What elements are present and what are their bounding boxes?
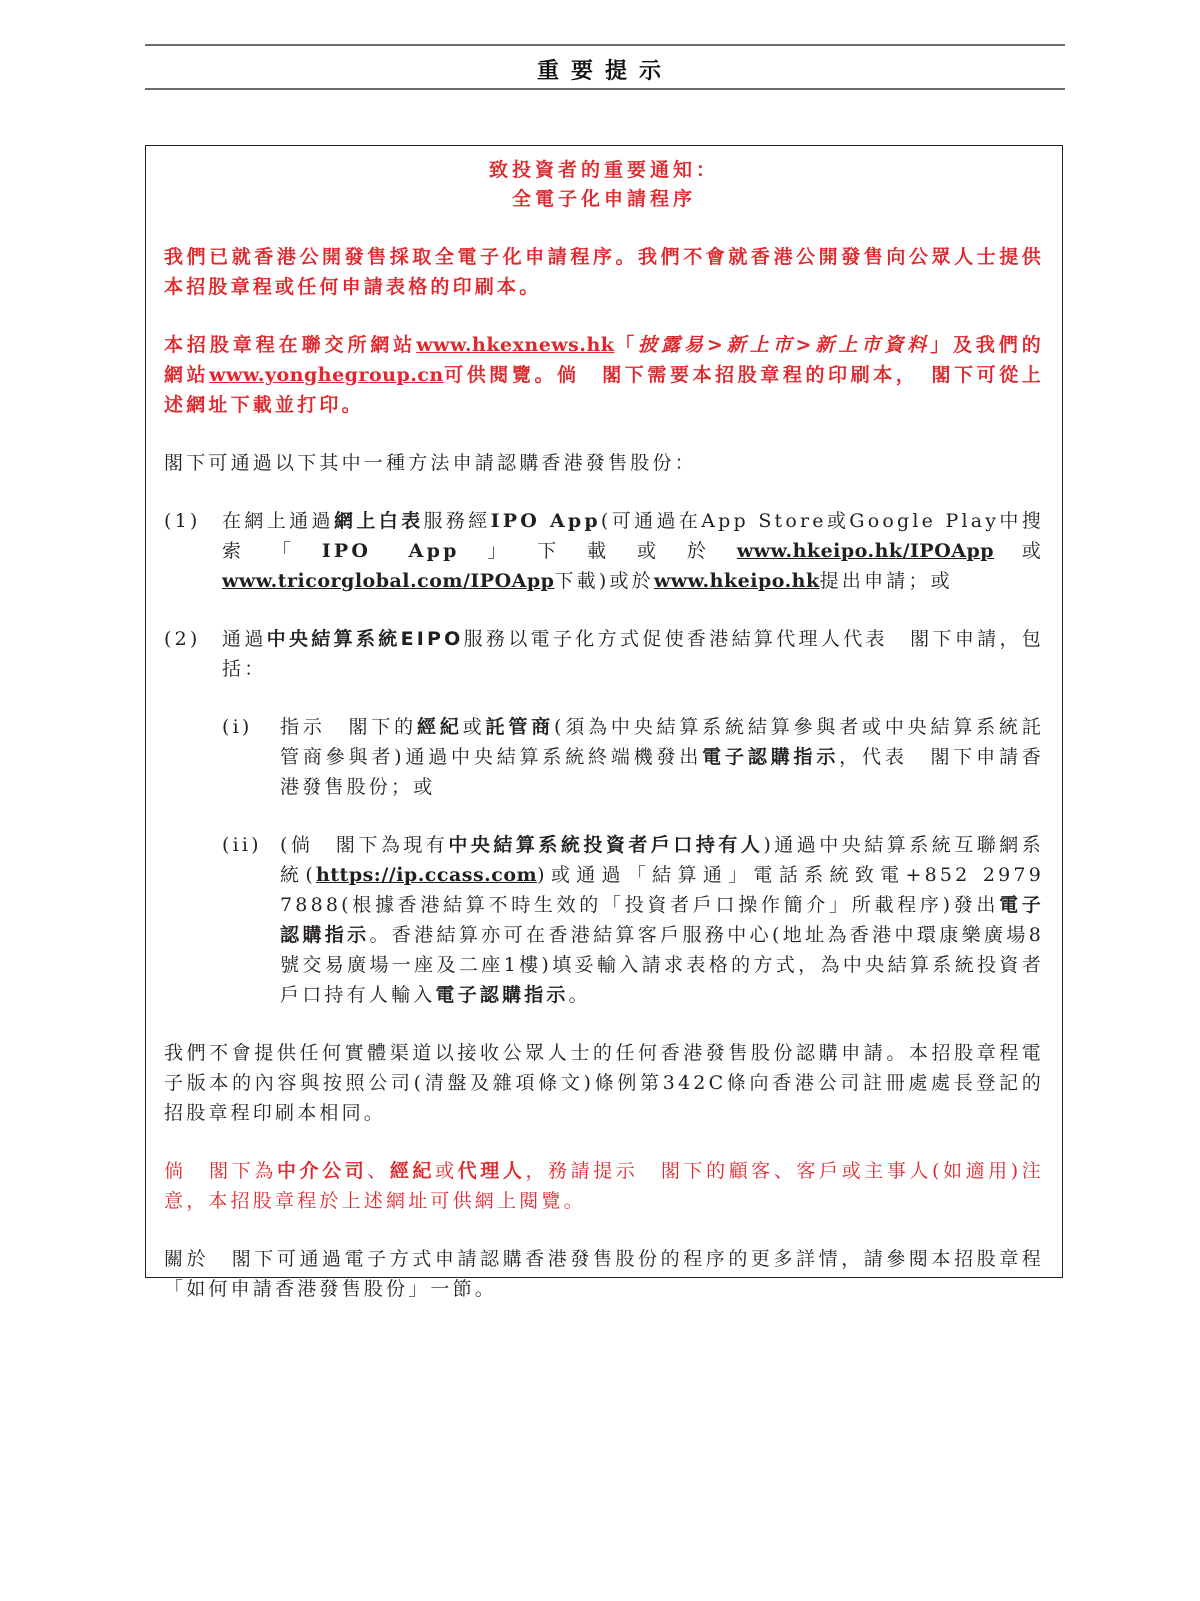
method-item-2ii [164, 830, 1044, 1010]
method-item-2i [164, 712, 1044, 802]
para2-text3: 」及我們的網站 [164, 334, 1044, 386]
notice-para-methods: 閣下可通過以下其中一種方法申請認購香港發售股份： [164, 452, 697, 474]
item2i-number: (i) [222, 716, 253, 738]
notice-para-more-details: 關於 閣下可通過電子方式申請認購香港發售股份的程序的更多詳情，請參閱本招股章程「如何申請香港發售股份」一節。 [164, 1248, 1044, 1300]
item2-number: (2) [164, 628, 201, 650]
item2-text: 通過中央結算系統EIPO服務以電子化方式促使香港結算代理人代表 閣下申請，包括： [222, 628, 1044, 680]
method-item-1 [164, 506, 1044, 596]
ccass-link[interactable]: https://ip.ccass.com [315, 864, 538, 886]
method-item-2 [164, 624, 1044, 684]
para2-text2: 「 [614, 334, 639, 356]
notice-box [145, 145, 1063, 1300]
hkexnews-path: 披露易>新上市>新上市資料 [638, 334, 931, 356]
page-title: 重要提示 [536, 59, 673, 84]
notice-para-availability [164, 330, 1044, 420]
item2ii-text: (倘 閣下為現有中央結算系統投資者戶口持有人)通過中央結算系統互聯網系統(https://ip.ccass.com)或通過「結算通」電話系統致電+852 2979 7888(根據香港結算不時生效的「投資者戶口操作簡介」所載程序)發出電子認購指示。香港結算亦可在香港結算客戶服務中心(地址為香港中環康樂廣場8號交易廣場一座及二座1樓)填妥輸入請求表格的方式，為中央結算系統投資者戶口持有人輸入電子認購指示。 [280, 834, 1044, 1006]
para2-text4: 可供閱覽。倘 閣下需要本招股章程的印刷本， 閣下可從上述網址下載並打印。 [164, 364, 1044, 416]
hkeipo-link[interactable]: www.hkeipo.hk [653, 570, 820, 592]
notice-title-line1: 致投資者的重要通知： [488, 159, 719, 181]
notice-title-line2: 全電子化申請程序 [511, 188, 696, 210]
notice-para-intermediary: 倘 閣下為中介公司、經紀或代理人，務請提示 閣下的顧客、客戶或主事人(如適用)注意，本招股章程於上述網址可供網上閱覽。 [164, 1160, 1044, 1212]
para2-text1: 本招股章程在聯交所網站 [164, 334, 417, 356]
hkeipo-ipoapp-link[interactable]: www.hkeipo.hk/IPOApp [736, 540, 995, 562]
item2ii-number: (ii) [222, 834, 262, 856]
header-top-rule [145, 44, 1065, 46]
notice-para-electronic: 我們已就香港公開發售採取全電子化申請程序。我們不會就香港公開發售向公眾人士提供本招股章程或任何申請表格的印刷本。 [164, 246, 1044, 298]
header-bottom-rule [145, 88, 1065, 90]
yonghegroup-link[interactable]: www.yonghegroup.cn [209, 364, 444, 386]
item1-number: (1) [164, 510, 201, 532]
item2i-text: 指示 閣下的經紀或託管商(須為中央結算系統結算參與者或中央結算系統託管商參與者)通過中央結算系統終端機發出電子認購指示，代表 閣下申請香港發售股份；或 [280, 716, 1045, 798]
item1-text: 在網上通過網上白表服務經IPO App(可通過在App Store或Google Play中搜索「IPO App」下載或於www.hkeipo.hk/IPOApp或www.tricorglobal.com/IPOApp下載)或於www.hkeipo.hk提出申請；或 [222, 510, 1044, 592]
tricorglobal-link[interactable]: www.tricorglobal.com/IPOApp [222, 570, 555, 592]
notice-para-no-physical: 我們不會提供任何實體渠道以接收公眾人士的任何香港發售股份認購申請。本招股章程電子版本的內容與按照公司(清盤及雜項條文)條例第342C條向香港公司註冊處處長登記的招股章程印刷本相同。 [164, 1042, 1044, 1124]
hkexnews-link[interactable]: www.hkexnews.hk [416, 334, 615, 356]
